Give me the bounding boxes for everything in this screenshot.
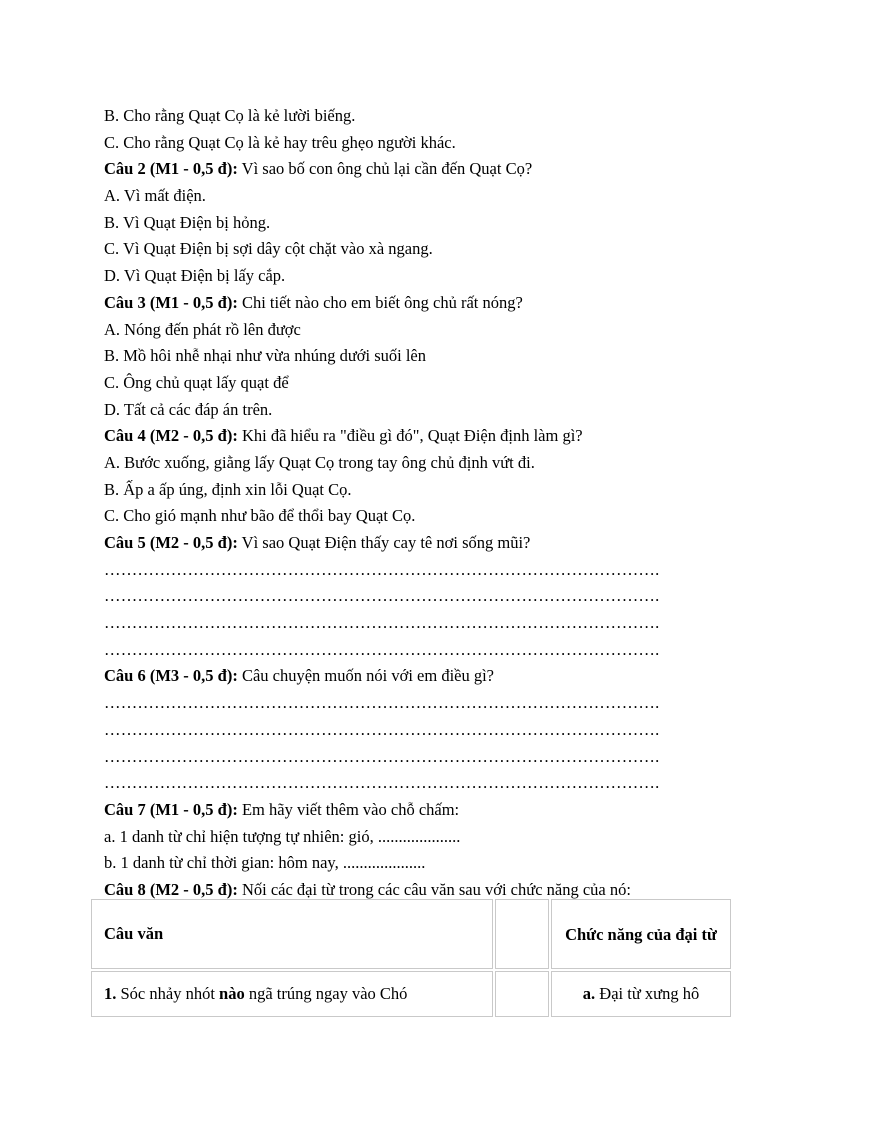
option-line: C. Vì Quạt Điện bị sợi dây cột chặt vào xà ngang. (104, 239, 433, 259)
matching-table (89, 897, 733, 1019)
header-cau-van: Câu văn (91, 899, 493, 969)
option-line: C. Cho rằng Quạt Cọ là kẻ hay trêu ghẹo người khác. (104, 132, 456, 152)
middle-spacer-cell (495, 971, 549, 1017)
header-chuc-nang: Chức năng của đại từ (551, 899, 731, 969)
question-label: Câu 3 (M1 - 0,5 đ): (104, 292, 238, 312)
answer-dotted-line: ………………………………………………………………………………………. (104, 613, 660, 633)
option-line: a. 1 danh từ chỉ hiện tượng tự nhiên: gió, .................... (104, 826, 461, 846)
question-text: Khi đã hiểu ra "điều gì đó", Quạt Điện định làm gì? (237, 426, 583, 446)
question-text: Nối các đại từ trong các câu văn sau với chức năng của nó: (237, 879, 631, 899)
question-line (104, 797, 774, 824)
option-line: C. Ông chủ quạt lấy quạt để (104, 372, 289, 392)
sentence-cell-1 (91, 971, 493, 1017)
sentence-pronoun: nào (219, 984, 245, 1003)
option-line: B. Ấp a ấp úng, định xin lỗi Quạt Cọ. (104, 479, 352, 499)
question-line (104, 156, 774, 183)
question-label: Câu 2 (M1 - 0,5 đ): (104, 159, 238, 179)
option-line: A. Bước xuống, giằng lấy Quạt Cọ trong tay ông chủ định vứt đi. (104, 452, 535, 472)
table-header-row (91, 899, 731, 969)
question-label: Câu 5 (M2 - 0,5 đ): (104, 533, 238, 552)
option-line: B. Cho rằng Quạt Cọ là kẻ lười biếng. (104, 106, 356, 125)
option-line: C. Cho gió mạnh như bão để thổi bay Quạt Cọ. (104, 506, 416, 526)
question-label: Câu 4 (M2 - 0,5 đ): (104, 426, 238, 446)
function-text: Đại từ xưng hô (595, 984, 700, 1003)
option-line: B. Mồ hôi nhễ nhại như vừa nhúng dưới suối lên (104, 346, 426, 366)
sentence-text-post: ngã trúng ngay vào Chó (244, 984, 408, 1003)
option-line: D. Tất cả các đáp án trên. (104, 399, 273, 419)
answer-dotted-line: ………………………………………………………………………………………. (104, 559, 660, 579)
answer-dotted-line: ………………………………………………………………………………………. (104, 719, 660, 739)
question-text: Chi tiết nào cho em biết ông chủ rất nóng? (237, 292, 523, 312)
question-label: Câu 8 (M2 - 0,5 đ): (104, 879, 238, 899)
sentence-text-pre: Sóc nhảy nhót (116, 984, 220, 1003)
answer-dotted-line: ………………………………………………………………………………………. (104, 639, 660, 659)
question-line (104, 663, 774, 690)
question-text: Em hãy viết thêm vào chỗ chấm: (237, 799, 460, 819)
answer-dotted-line: ………………………………………………………………………………………. (104, 693, 660, 713)
question-line (104, 423, 774, 450)
function-cell-a (551, 971, 731, 1017)
option-line: A. Vì mất điện. (104, 186, 206, 206)
question-label: Câu 6 (M3 - 0,5 đ): (104, 666, 238, 686)
question-text: Câu chuyện muốn nói với em điều gì? (237, 666, 495, 686)
function-label: a. (582, 984, 596, 1003)
document-body (104, 103, 774, 904)
option-line: D. Vì Quạt Điện bị lấy cắp. (104, 266, 286, 286)
question-line (104, 530, 774, 557)
option-line: A. Nóng đến phát rồ lên được (104, 319, 301, 339)
question-label: Câu 7 (M1 - 0,5 đ): (104, 799, 238, 819)
option-line: b. 1 danh từ chỉ thời gian: hôm nay, .................... (104, 853, 426, 873)
answer-dotted-line: ………………………………………………………………………………………. (104, 746, 660, 766)
table-row (91, 971, 731, 1017)
answer-dotted-line: ………………………………………………………………………………………. (104, 773, 660, 793)
question-text: Vì sao Quạt Điện thấy cay tê nơi sống mũi? (237, 533, 531, 552)
answer-dotted-line: ………………………………………………………………………………………. (104, 586, 660, 606)
question-text: Vì sao bố con ông chủ lại cần đến Quạt Cọ? (237, 159, 533, 179)
sentence-number: 1. (104, 984, 117, 1003)
option-line: B. Vì Quạt Điện bị hỏng. (104, 212, 271, 232)
question-line (104, 290, 774, 317)
middle-spacer-cell (495, 899, 549, 969)
